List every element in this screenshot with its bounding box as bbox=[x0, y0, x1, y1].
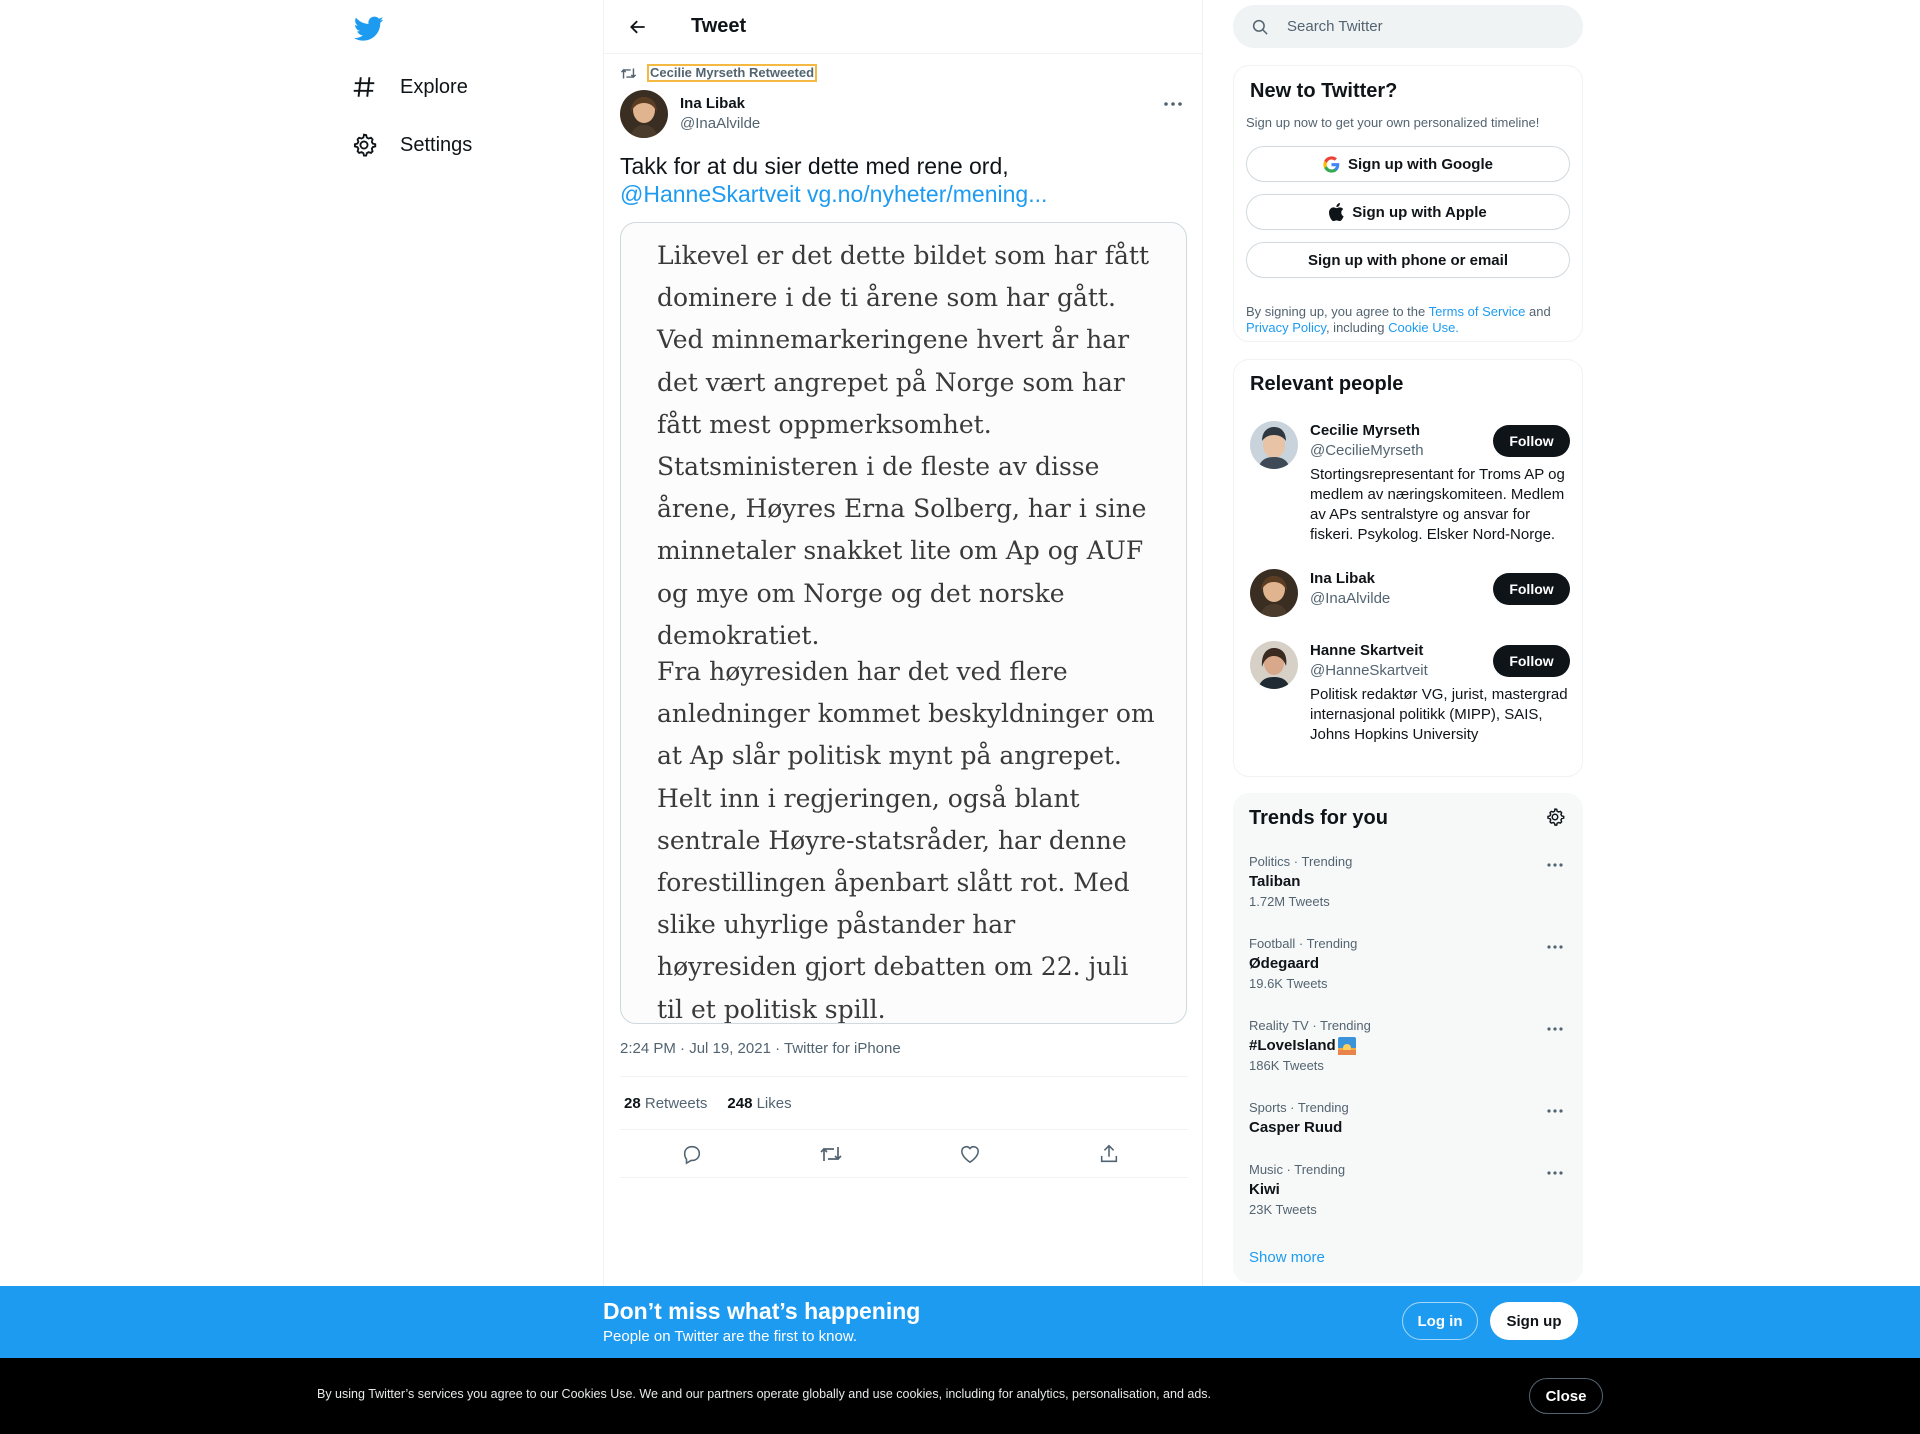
more-options-icon[interactable] bbox=[1543, 856, 1567, 874]
trend-category: Sports · Trending bbox=[1249, 1100, 1349, 1115]
retweeted-by bbox=[620, 64, 817, 82]
person-name[interactable]: Ina Libak bbox=[1310, 570, 1376, 587]
follow-button[interactable]: Follow bbox=[1493, 425, 1570, 457]
cookie-use-link[interactable]: Cookie Use. bbox=[1388, 320, 1459, 335]
retweet-icon bbox=[620, 66, 637, 81]
cookie-consent-bar bbox=[0, 1358, 1920, 1434]
person-handle[interactable]: @CecilieMyrseth bbox=[1310, 442, 1424, 459]
avatar[interactable] bbox=[1250, 641, 1298, 689]
column-header bbox=[604, 0, 1202, 54]
retweet-action-icon[interactable] bbox=[819, 1142, 843, 1166]
nav-item-explore[interactable] bbox=[350, 63, 468, 111]
signup-title: New to Twitter? bbox=[1250, 80, 1398, 102]
more-options-icon[interactable] bbox=[1543, 1102, 1567, 1120]
trend-name: Kiwi bbox=[1249, 1181, 1280, 1198]
trend-category: Reality TV · Trending bbox=[1249, 1018, 1371, 1033]
more-options-icon[interactable] bbox=[1158, 92, 1188, 116]
trend-item[interactable] bbox=[1249, 1162, 1567, 1218]
trend-count: 1.72M Tweets bbox=[1249, 894, 1330, 909]
trend-name: Ødegaard bbox=[1249, 955, 1320, 972]
banner-title: Don’t miss what’s happening bbox=[603, 1298, 921, 1324]
trend-count: 186K Tweets bbox=[1249, 1058, 1324, 1073]
trend-name-row bbox=[1249, 1036, 1567, 1056]
follow-button[interactable]: Follow bbox=[1493, 573, 1570, 605]
like-count: 248 bbox=[727, 1094, 753, 1112]
google-icon bbox=[1323, 156, 1340, 173]
trends-settings-icon[interactable] bbox=[1545, 807, 1567, 829]
more-options-icon[interactable] bbox=[1543, 938, 1567, 956]
gear-icon bbox=[350, 131, 378, 159]
avatar[interactable] bbox=[1250, 569, 1298, 617]
login-banner bbox=[0, 1286, 1920, 1358]
signup-apple-button[interactable] bbox=[1246, 194, 1570, 230]
trend-count: 23K Tweets bbox=[1249, 1202, 1317, 1217]
like-icon[interactable] bbox=[958, 1142, 982, 1166]
signup-subtitle: Sign up now to get your own personalized timeline! bbox=[1246, 115, 1540, 130]
trend-item[interactable] bbox=[1249, 854, 1567, 910]
tweet-image[interactable] bbox=[620, 222, 1187, 1024]
trend-item[interactable] bbox=[1249, 1018, 1567, 1074]
image-paragraph: Likevel er det dette bildet som har fått dominere i de ti årene som har gått. Ved minnemarkeringene hvert år har det vært angrepet på Norge som har fått mest oppmerksomhet. Statsministeren i de fleste av disse årene, Høyres Erna Solberg, har i sine minnetaler snakket lite om Ap og AUF og mye om Norge og det norske demokratiet. bbox=[657, 241, 1149, 650]
mention-link[interactable]: @HanneSkartveit bbox=[620, 181, 801, 207]
trend-name: Casper Ruud bbox=[1249, 1119, 1343, 1136]
tweet-detail-column bbox=[603, 0, 1203, 1290]
signup-google-button[interactable] bbox=[1246, 146, 1570, 182]
avatar[interactable] bbox=[1250, 421, 1298, 469]
relevant-people-panel bbox=[1233, 359, 1583, 777]
nav-item-label: Explore bbox=[400, 75, 468, 98]
trend-item[interactable] bbox=[1249, 936, 1567, 992]
likes-stat[interactable] bbox=[727, 1095, 791, 1112]
avatar[interactable] bbox=[620, 90, 668, 138]
person-bio: Politisk redaktør VG, jurist, mastergrad internasjonal politikk (MIPP), SAIS, Johns Hopkins University bbox=[1310, 686, 1568, 743]
trends-panel bbox=[1233, 793, 1583, 1283]
trend-category: Music · Trending bbox=[1249, 1162, 1346, 1177]
legal-text: By signing up, you agree to the bbox=[1246, 304, 1429, 319]
legal-text: and bbox=[1525, 304, 1551, 319]
trend-name: #LoveIsland bbox=[1249, 1037, 1336, 1054]
person-name[interactable]: Cecilie Myrseth bbox=[1310, 422, 1421, 439]
more-options-icon[interactable] bbox=[1543, 1020, 1567, 1038]
tweet-text-body: Takk for at du sier dette med rene ord, bbox=[620, 153, 1009, 179]
search-box[interactable] bbox=[1233, 5, 1583, 48]
tweet-author[interactable] bbox=[620, 90, 760, 138]
login-button[interactable]: Log in bbox=[1402, 1302, 1478, 1340]
more-options-icon[interactable] bbox=[1543, 1164, 1567, 1182]
banner-subtitle: People on Twitter are the first to know. bbox=[603, 1328, 858, 1345]
search-icon bbox=[1251, 18, 1269, 36]
privacy-link[interactable]: Privacy Policy bbox=[1246, 320, 1326, 335]
terms-link[interactable]: Terms of Service bbox=[1428, 304, 1526, 319]
trend-category: Politics · Trending bbox=[1249, 854, 1353, 869]
twitter-logo-icon[interactable] bbox=[350, 10, 388, 48]
signup-phone-email-button[interactable] bbox=[1246, 242, 1570, 278]
person-name[interactable]: Hanne Skartveit bbox=[1310, 642, 1424, 659]
tweet-timestamp[interactable]: 2:24 PM · Jul 19, 2021 · Twitter for iPhone bbox=[620, 1040, 901, 1057]
relevant-people-title: Relevant people bbox=[1250, 373, 1404, 395]
person-bio: Stortingsrepresentant for Troms AP og medlem av næringskomiteen. Medlem av APs sentralstyre og ansvar for fiskeri. Psykolog. Elsker Nord-Norge. bbox=[1310, 466, 1565, 543]
person-handle[interactable]: @HanneSkartveit bbox=[1310, 662, 1428, 679]
signup-button[interactable]: Sign up bbox=[1490, 1302, 1578, 1340]
sunset-emoji-icon bbox=[1338, 1037, 1356, 1055]
cookie-text: By using Twitter’s services you agree to our Cookies Use. We and our partners operate globally and use cookies, including for analytics, personalisation, and ads. bbox=[317, 1387, 1212, 1401]
signup-apple-label: Sign up with Apple bbox=[1352, 203, 1487, 221]
back-arrow-icon[interactable] bbox=[621, 10, 655, 44]
apple-icon bbox=[1329, 203, 1344, 221]
signup-panel bbox=[1233, 65, 1583, 342]
page-title: Tweet bbox=[691, 15, 747, 37]
image-paragraph: Fra høyresiden har det ved flere anledninger kommet beskyldninger om at Ap slår politisk mynt på angrepet. Helt inn i regjeringen, også blant sentrale Høyre-statsråder, har denne forestillingen åpenbart slått rot. Med slike uhyrlige påstander har høyresiden gjort debatten om 22. juli til et politisk spill. bbox=[657, 657, 1155, 1024]
tweet-stats bbox=[620, 1076, 1188, 1130]
url-link[interactable]: vg.no/nyheter/mening... bbox=[807, 181, 1048, 207]
trend-item[interactable] bbox=[1249, 1100, 1567, 1138]
retweeted-by-label[interactable]: Cecilie Myrseth Retweeted bbox=[647, 64, 817, 82]
hashtag-icon bbox=[350, 73, 378, 101]
trends-title: Trends for you bbox=[1249, 807, 1388, 829]
trend-count: 19.6K Tweets bbox=[1249, 976, 1328, 991]
nav-item-settings[interactable] bbox=[350, 121, 472, 169]
show-more-link[interactable]: Show more bbox=[1249, 1249, 1325, 1266]
author-handle[interactable]: @InaAlvilde bbox=[680, 115, 761, 132]
tweet-actions bbox=[620, 1130, 1188, 1178]
trend-name: Taliban bbox=[1249, 873, 1301, 890]
search-input[interactable] bbox=[1287, 18, 1547, 35]
trend-category: Football · Trending bbox=[1249, 936, 1358, 951]
person-handle[interactable]: @InaAlvilde bbox=[1310, 590, 1391, 607]
signup-legal-text bbox=[1246, 304, 1570, 336]
person-item[interactable] bbox=[1250, 569, 1570, 619]
share-icon[interactable] bbox=[1097, 1142, 1121, 1166]
signup-google-label: Sign up with Google bbox=[1348, 155, 1493, 173]
retweet-count: 28 bbox=[624, 1094, 641, 1112]
person-item[interactable] bbox=[1250, 641, 1570, 766]
legal-text: , including bbox=[1325, 320, 1389, 335]
nav-item-label: Settings bbox=[400, 133, 473, 156]
like-label: Likes bbox=[756, 1094, 792, 1112]
close-button[interactable]: Close bbox=[1529, 1378, 1603, 1414]
follow-button[interactable]: Follow bbox=[1493, 645, 1570, 677]
reply-icon[interactable] bbox=[680, 1142, 704, 1166]
retweet-label: Retweets bbox=[644, 1094, 708, 1112]
person-item[interactable] bbox=[1250, 421, 1570, 541]
retweets-stat[interactable] bbox=[624, 1095, 707, 1112]
signup-phone-label: Sign up with phone or email bbox=[1307, 251, 1508, 269]
author-name[interactable]: Ina Libak bbox=[680, 95, 746, 112]
tweet-text bbox=[620, 152, 1188, 208]
